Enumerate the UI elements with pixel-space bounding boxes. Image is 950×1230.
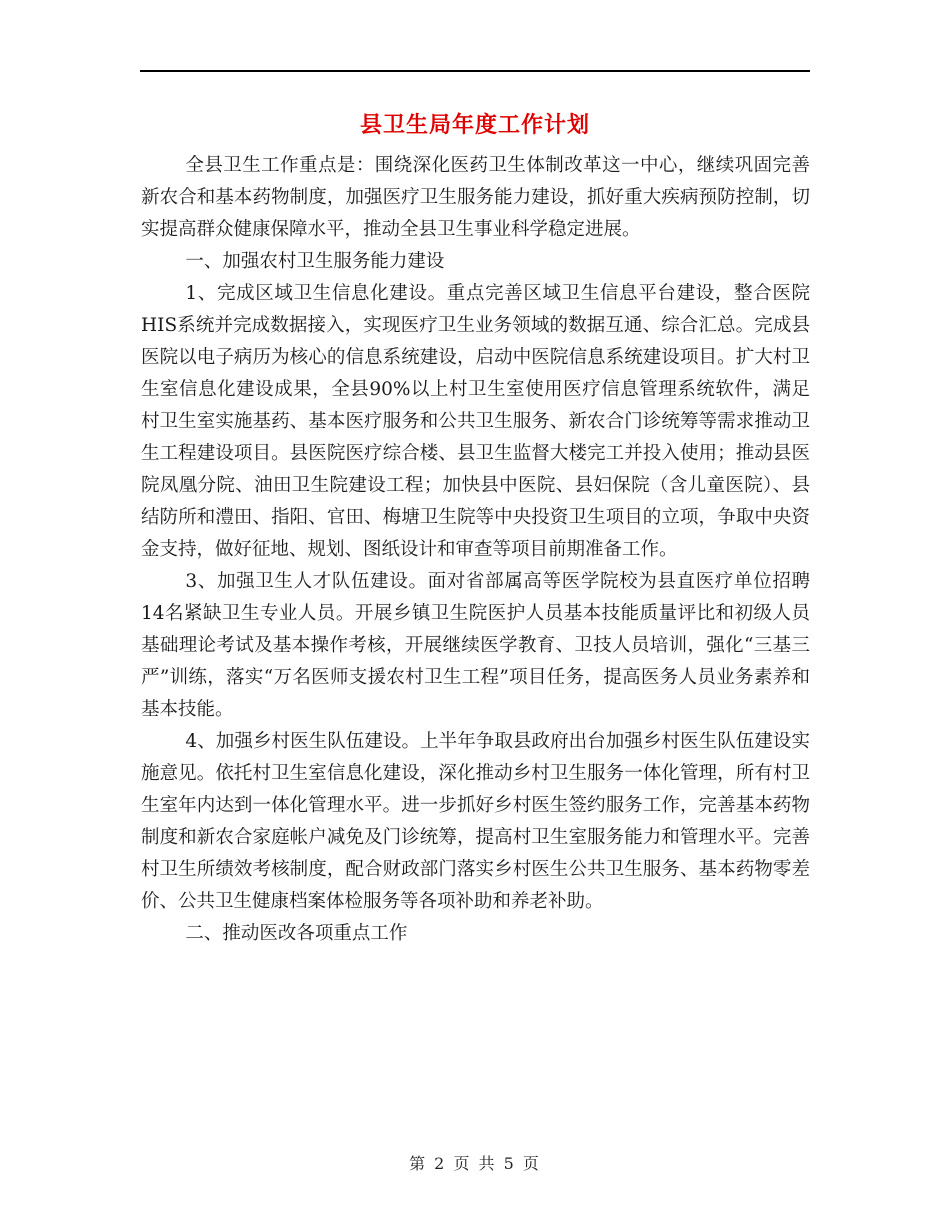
intro-paragraph: 全县卫生工作重点是：围绕深化医药卫生体制改革这一中心，继续巩固完善新农合和基本药物制度，加强医疗卫生服务能力建设，抓好重大疾病预防控制，切实提高群众健康保障水平，推动全县卫生事业科学稳定进展。: [141, 155, 810, 240]
paragraph-item-1: 1、完成区域卫生信息化建设。重点完善区域卫生信息平台建设，整合医院HIS系统并完成数据接入，实现医疗卫生业务领域的数据互通、综合汇总。完成县医院以电子病历为核心的信息系统建设，启动中医院信息系统建设项目。扩大村卫生室信息化建设成果，全县90%以上村卫生室使用医疗信息管理系统软件，满足村卫生室实施基药、基本医疗服务和公共卫生服务、新农合门诊统筹等需求推动卫生工程建设项目。县医院医疗综合楼、县卫生监督大楼完工并投入使用；推动县医院凤凰分院、油田卫生院建设工程；加快县中医院、县妇保院（含儿童医院）、县结防所和澧田、指阳、官田、梅塘卫生院等中央投资卫生项目的立项，争取中央资金支持，做好征地、规划、图纸设计和审查等项目前期准备工作。: [141, 283, 810, 560]
header-rule: [140, 70, 810, 72]
section-heading-2: 二、推动医改各项重点工作: [185, 923, 408, 944]
document-title: 县卫生局年度工作计划: [359, 112, 590, 138]
section-heading-1: 一、加强农村卫生服务能力建设: [185, 251, 445, 272]
page-footer: 第 2 页 共 5 页: [409, 1154, 541, 1173]
paragraph-item-3: 3、加强卫生人才队伍建设。面对省部属高等医学院校为县直医疗单位招聘14名紧缺卫生专业人员。开展乡镇卫生院医护人员基本技能质量评比和初级人员基础理论考试及基本操作考核，开展继续医学教育、卫技人员培训，强化“三基三严”训练，落实“万名医师支援农村卫生工程”项目任务，提高医务人员业务素养和基本技能。: [141, 571, 810, 720]
paragraph-item-4: 4、加强乡村医生队伍建设。上半年争取县政府出台加强乡村医生队伍建设实施意见。依托村卫生室信息化建设，深化推动乡村卫生服务一体化管理，所有村卫生室年内达到一体化管理水平。进一步抓好乡村医生签约服务工作，完善基本药物制度和新农合家庭帐户减免及门诊统筹，提高村卫生室服务能力和管理水平。完善村卫生所绩效考核制度，配合财政部门落实乡村医生公共卫生服务、基本药物零差价、公共卫生健康档案体检服务等各项补助和养老补助。: [141, 731, 810, 912]
document-body: [141, 150, 810, 950]
